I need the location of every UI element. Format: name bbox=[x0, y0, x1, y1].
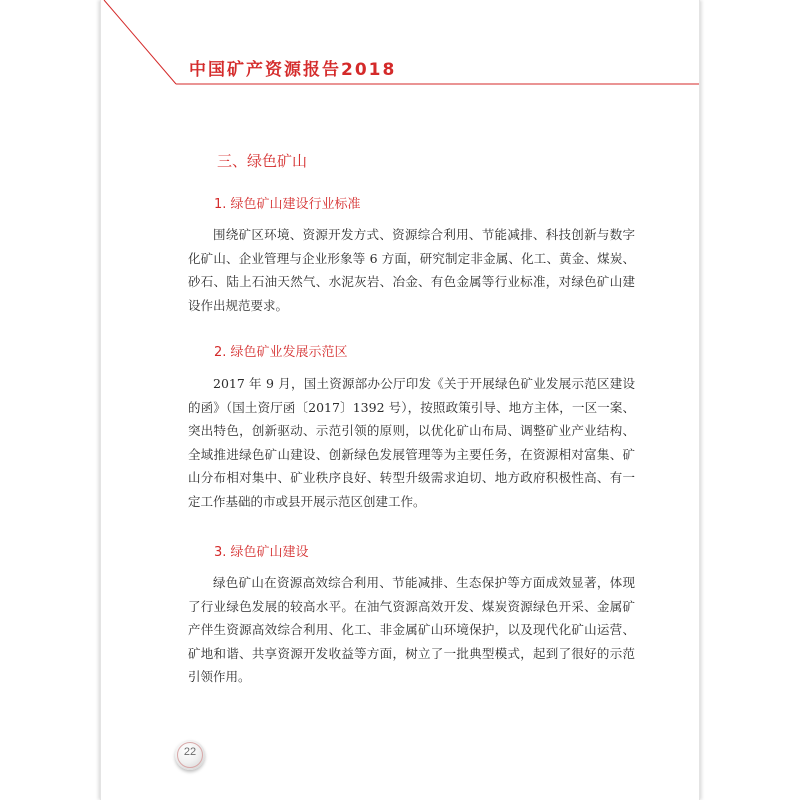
header-title: 中国矿产资源报告2018 bbox=[189, 60, 397, 80]
header-diagonal-line bbox=[104, 0, 176, 84]
subsection-paragraph-1: 围绕矿区环境、资源开发方式、资源综合利用、节能减排、科技创新与数字化矿山、企业管理与企业形象等 6 方面，研究制定非金属、化工、黄金、煤炭、砂石、陆上石油天然气、水泥灰岩、冶金、有色金属等行业标准，对绿色矿山建设作出规范要求。 bbox=[188, 227, 635, 313]
subsection-paragraph-3: 绿色矿山在资源高效综合利用、节能减排、生态保护等方面成效显著，体现了行业绿色发展的较高水平。在油气资源高效开发、煤炭资源绿色开采、金属矿产伴生资源高效综合利用、化工、非金属矿山环境保护，以及现代化矿山运营、矿地和谐、共享资源开发收益等方面，树立了一批典型模式，起到了很好的示范引领作用。 bbox=[188, 575, 635, 684]
section-title: 三、绿色矿山 bbox=[217, 152, 308, 170]
subsection-paragraph-2: 2017 年 9 月，国土资源部办公厅印发《关于开展绿色矿业发展示范区建设的函》（国土资厅函〔2017〕1392 号），按照政策引导、地方主体，一区一案、突出特色，创新驱动、示范引领的原则，以优化矿山布局、调整矿业产业结构、全域推进绿色矿山建设、创新绿色发展管理等为主要任务，在资源相对富集、矿山分布相对集中、矿业秩序良好、转型升级需求迫切、地方政府积极性高、有一定工作基础的市或县开展示范区创建工作。 bbox=[188, 376, 635, 509]
page-number-badge bbox=[175, 740, 205, 770]
document-page bbox=[100, 0, 700, 800]
page-number: 22 bbox=[183, 746, 197, 758]
subsection-title-3: 3. 绿色矿山建设 bbox=[214, 545, 309, 560]
subsection-title-2: 2. 绿色矿业发展示范区 bbox=[214, 345, 348, 360]
subsection-title-1: 1. 绿色矿山建设行业标准 bbox=[214, 197, 361, 212]
